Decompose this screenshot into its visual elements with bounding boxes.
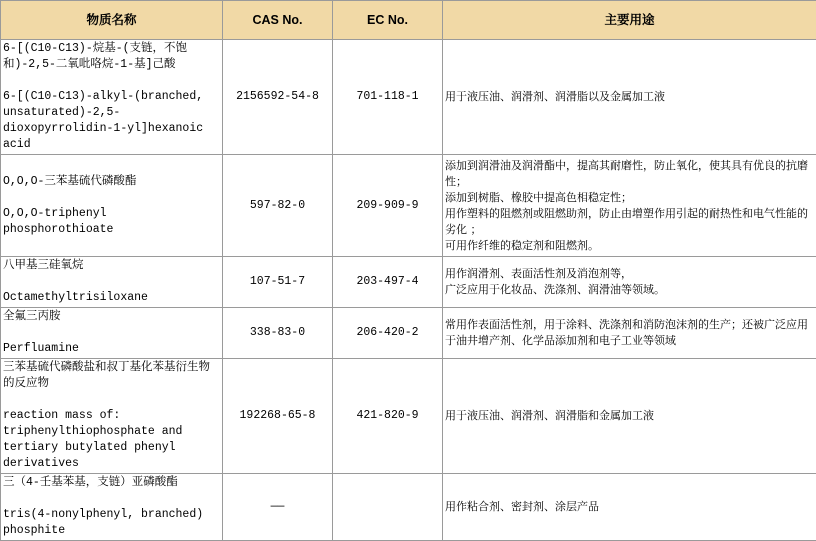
- table-row: [1, 308, 816, 359]
- substance-name-cell: 6-[(C10-C13)-烷基-(支链，不饱和)-2,5-二氧吡咯烷-1-基]己酸 6-[(C10-C13)-alkyl-(branched, unsaturated)-2,5-dioxopyrrolidin-1-yl]hexanoic acid: [1, 40, 223, 155]
- main-use-cell: 用于液压油、润滑剂、润滑脂以及金属加工液: [443, 40, 816, 155]
- cas-number-cell: 2156592-54-8: [223, 40, 333, 155]
- ec-number-cell: [333, 474, 443, 541]
- cas-number-cell: 192268-65-8: [223, 359, 333, 474]
- table-row: [1, 474, 816, 541]
- table-row: [1, 359, 816, 474]
- cas-number-cell: 597-82-0: [223, 155, 333, 257]
- ec-number-cell: 701-118-1: [333, 40, 443, 155]
- substance-name-cell: 全氟三丙胺 Perfluamine: [1, 308, 223, 359]
- cas-number-cell: 107-51-7: [223, 257, 333, 308]
- header-main-use: 主要用途: [443, 1, 816, 40]
- table-row: [1, 40, 816, 155]
- table-row: [1, 257, 816, 308]
- header-cas-no: CAS No.: [223, 1, 333, 40]
- header-ec-no: EC No.: [333, 1, 443, 40]
- main-use-cell: 用作粘合剂、密封剂、涂层产品: [443, 474, 816, 541]
- main-use-cell: 用于液压油、润滑剂、润滑脂和金属加工液: [443, 359, 816, 474]
- ec-number-cell: 421-820-9: [333, 359, 443, 474]
- main-use-cell: 常用作表面活性剂，用于涂料、洗涤剂和消防泡沫剂的生产；还被广泛应用于油井增产剂、化学品添加剂和电子工业等领域: [443, 308, 816, 359]
- main-use-cell: 添加到润滑油及润滑酯中，提高其耐磨性，防止氧化，使其具有优良的抗磨性； 添加到树脂、橡胶中提高色相稳定性； 用作塑料的阻燃剂或阻燃助剂，防止由增塑作用引起的耐热性和电气性能的劣化 ； 可用作纤维的稳定剂和阻燃剂。: [443, 155, 816, 257]
- ec-number-cell: 209-909-9: [333, 155, 443, 257]
- header-row: [1, 1, 816, 40]
- substance-name-cell: O,O,O-三苯基硫代磷酸酯 O,O,O-triphenyl phosphorothioate: [1, 155, 223, 257]
- ec-number-cell: 203-497-4: [333, 257, 443, 308]
- cas-number-cell: ——: [223, 474, 333, 541]
- main-use-cell: 用作润滑剂、表面活性剂及消泡剂等， 广泛应用于化妆品、洗涤剂、润滑油等领域。: [443, 257, 816, 308]
- header-substance-name: 物质名称: [1, 1, 223, 40]
- substance-name-cell: 三（4-壬基苯基，支链）亚磷酸酯 tris(4-nonylphenyl, branched) phosphite: [1, 474, 223, 541]
- substance-name-cell: 三苯基硫代磷酸盐和叔丁基化苯基衍生物的反应物 reaction mass of: triphenylthiophosphate and tertiary butylated phenyl derivatives: [1, 359, 223, 474]
- table-row: [1, 155, 816, 257]
- cas-number-cell: 338-83-0: [223, 308, 333, 359]
- substance-name-cell: 八甲基三硅氧烷 Octamethyltrisiloxane: [1, 257, 223, 308]
- ec-number-cell: 206-420-2: [333, 308, 443, 359]
